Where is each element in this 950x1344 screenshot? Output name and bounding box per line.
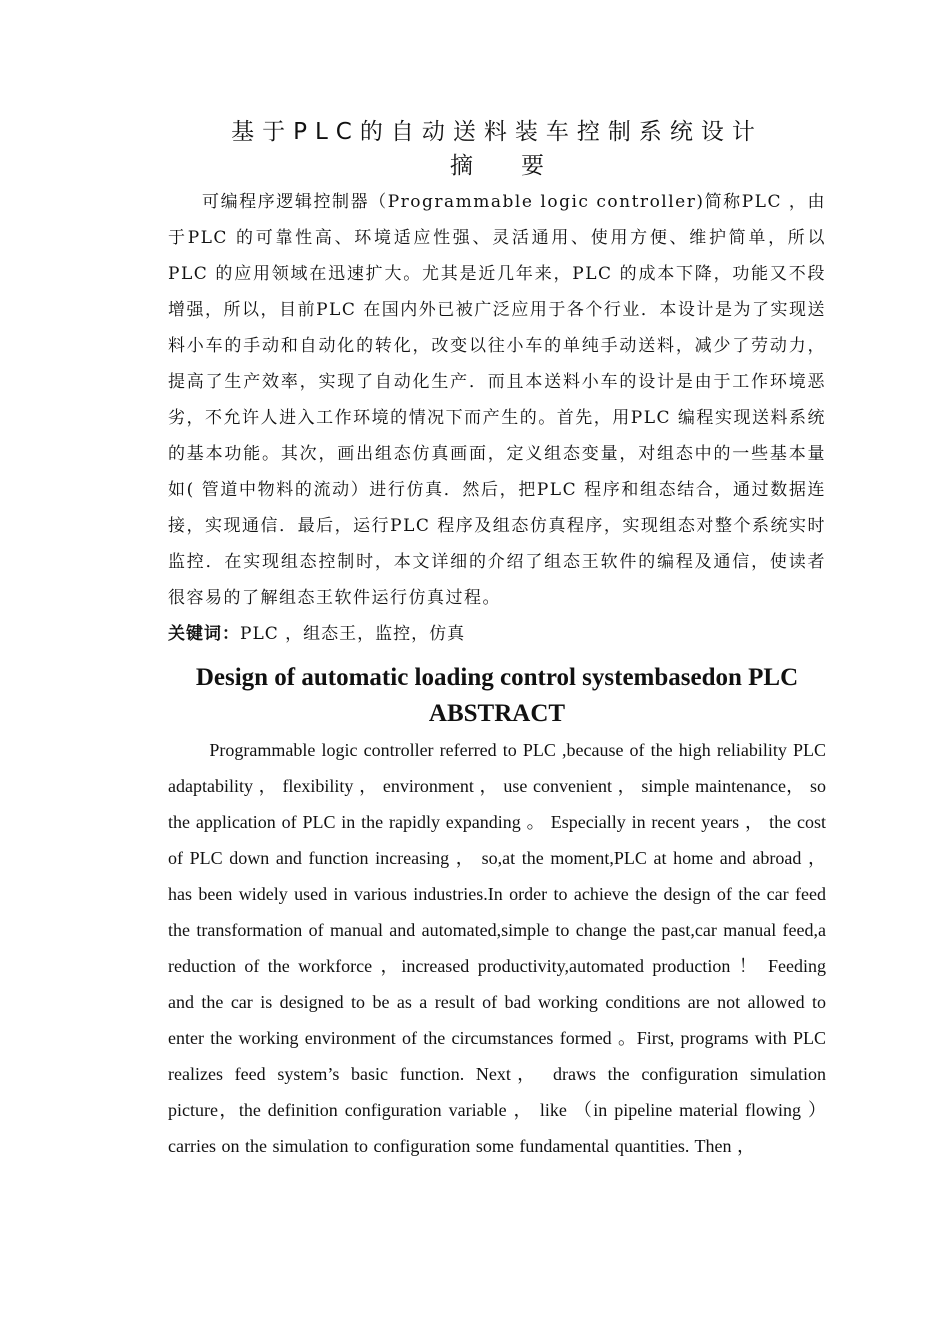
keywords-label: 关键词： [168,624,240,644]
english-abstract-body: Programmable logic controller referred to PLC ,because of the high reliability PLC adaptability ， flexibility ， environment ， use convenient ， simple maintenance， so the application of PLC in the rapidly expanding 。 Especially in recent years ， the cost of PLC down and function increasing ， so,at the moment,PLC at home and abroad ， has been widely used in various industries.In order to achieve the design of the car feed the transformation of manual and automated,simple to change the past,car manual feed,a reduction of the workforce ，increased productivity,automated production ！ Feeding and the car is designed to be as a result of bad working conditions are not allowed to enter the working environment of the circumstances formed 。First, programs with PLC realizes feed system’s basic function. Next， draws the configuration simulation picture，the definition configuration variable ， like （in pipeline material flowing ） carries on the simulation to configuration some fundamental quantities. Then ， [168,740,826,1156]
page-content [168,114,826,1164]
chinese-abstract-heading [168,150,826,182]
chinese-keywords [168,616,826,652]
chinese-title: 基于PLC的自动送料装车控制系统设计 [231,119,763,145]
english-abstract-heading: ABSTRACT [428,700,566,727]
english-title: Design of automatic loading control systembasedon PLC [195,664,799,691]
chinese-abstract-heading-text: 摘要 [450,153,592,179]
chinese-abstract-body: 可编程序逻辑控制器（Programmable logic controller)简称PLC ，由于PLC 的可靠性高、环境适应性强、灵活通用、使用方便、维护简单，所以PLC 的应用领域在迅速扩大。尤其是近几年来，PLC 的成本下降，功能又不段增强，所以，目前PLC 在国内外已被广泛应用于各个行业．本设计是为了实现送料小车的手动和自动化的转化，改变以往小车的单纯手动送料，减少了劳动力，提高了生产效率，实现了自动化生产．而且本送料小车的设计是由于工作环境恶劣，不允许人进入工作环境的情况下而产生的。首先，用PLC 编程实现送料系统的基本功能。其次，画出组态仿真画面，定义组态变量，对组态中的一些基本量如( 管道中物料的流动）进行仿真．然后，把PLC 程序和组态结合，通过数据连接，实现通信．最后，运行PLC 程序及组态仿真程序，实现组态对整个系统实时监控．在实现组态控制时，本文详细的介绍了组态王软件的编程及通信，使读者很容易的了解组态王软件运行仿真过程。 [168,192,826,608]
keywords-value: PLC ，组态王，监控，仿真 [240,624,466,644]
